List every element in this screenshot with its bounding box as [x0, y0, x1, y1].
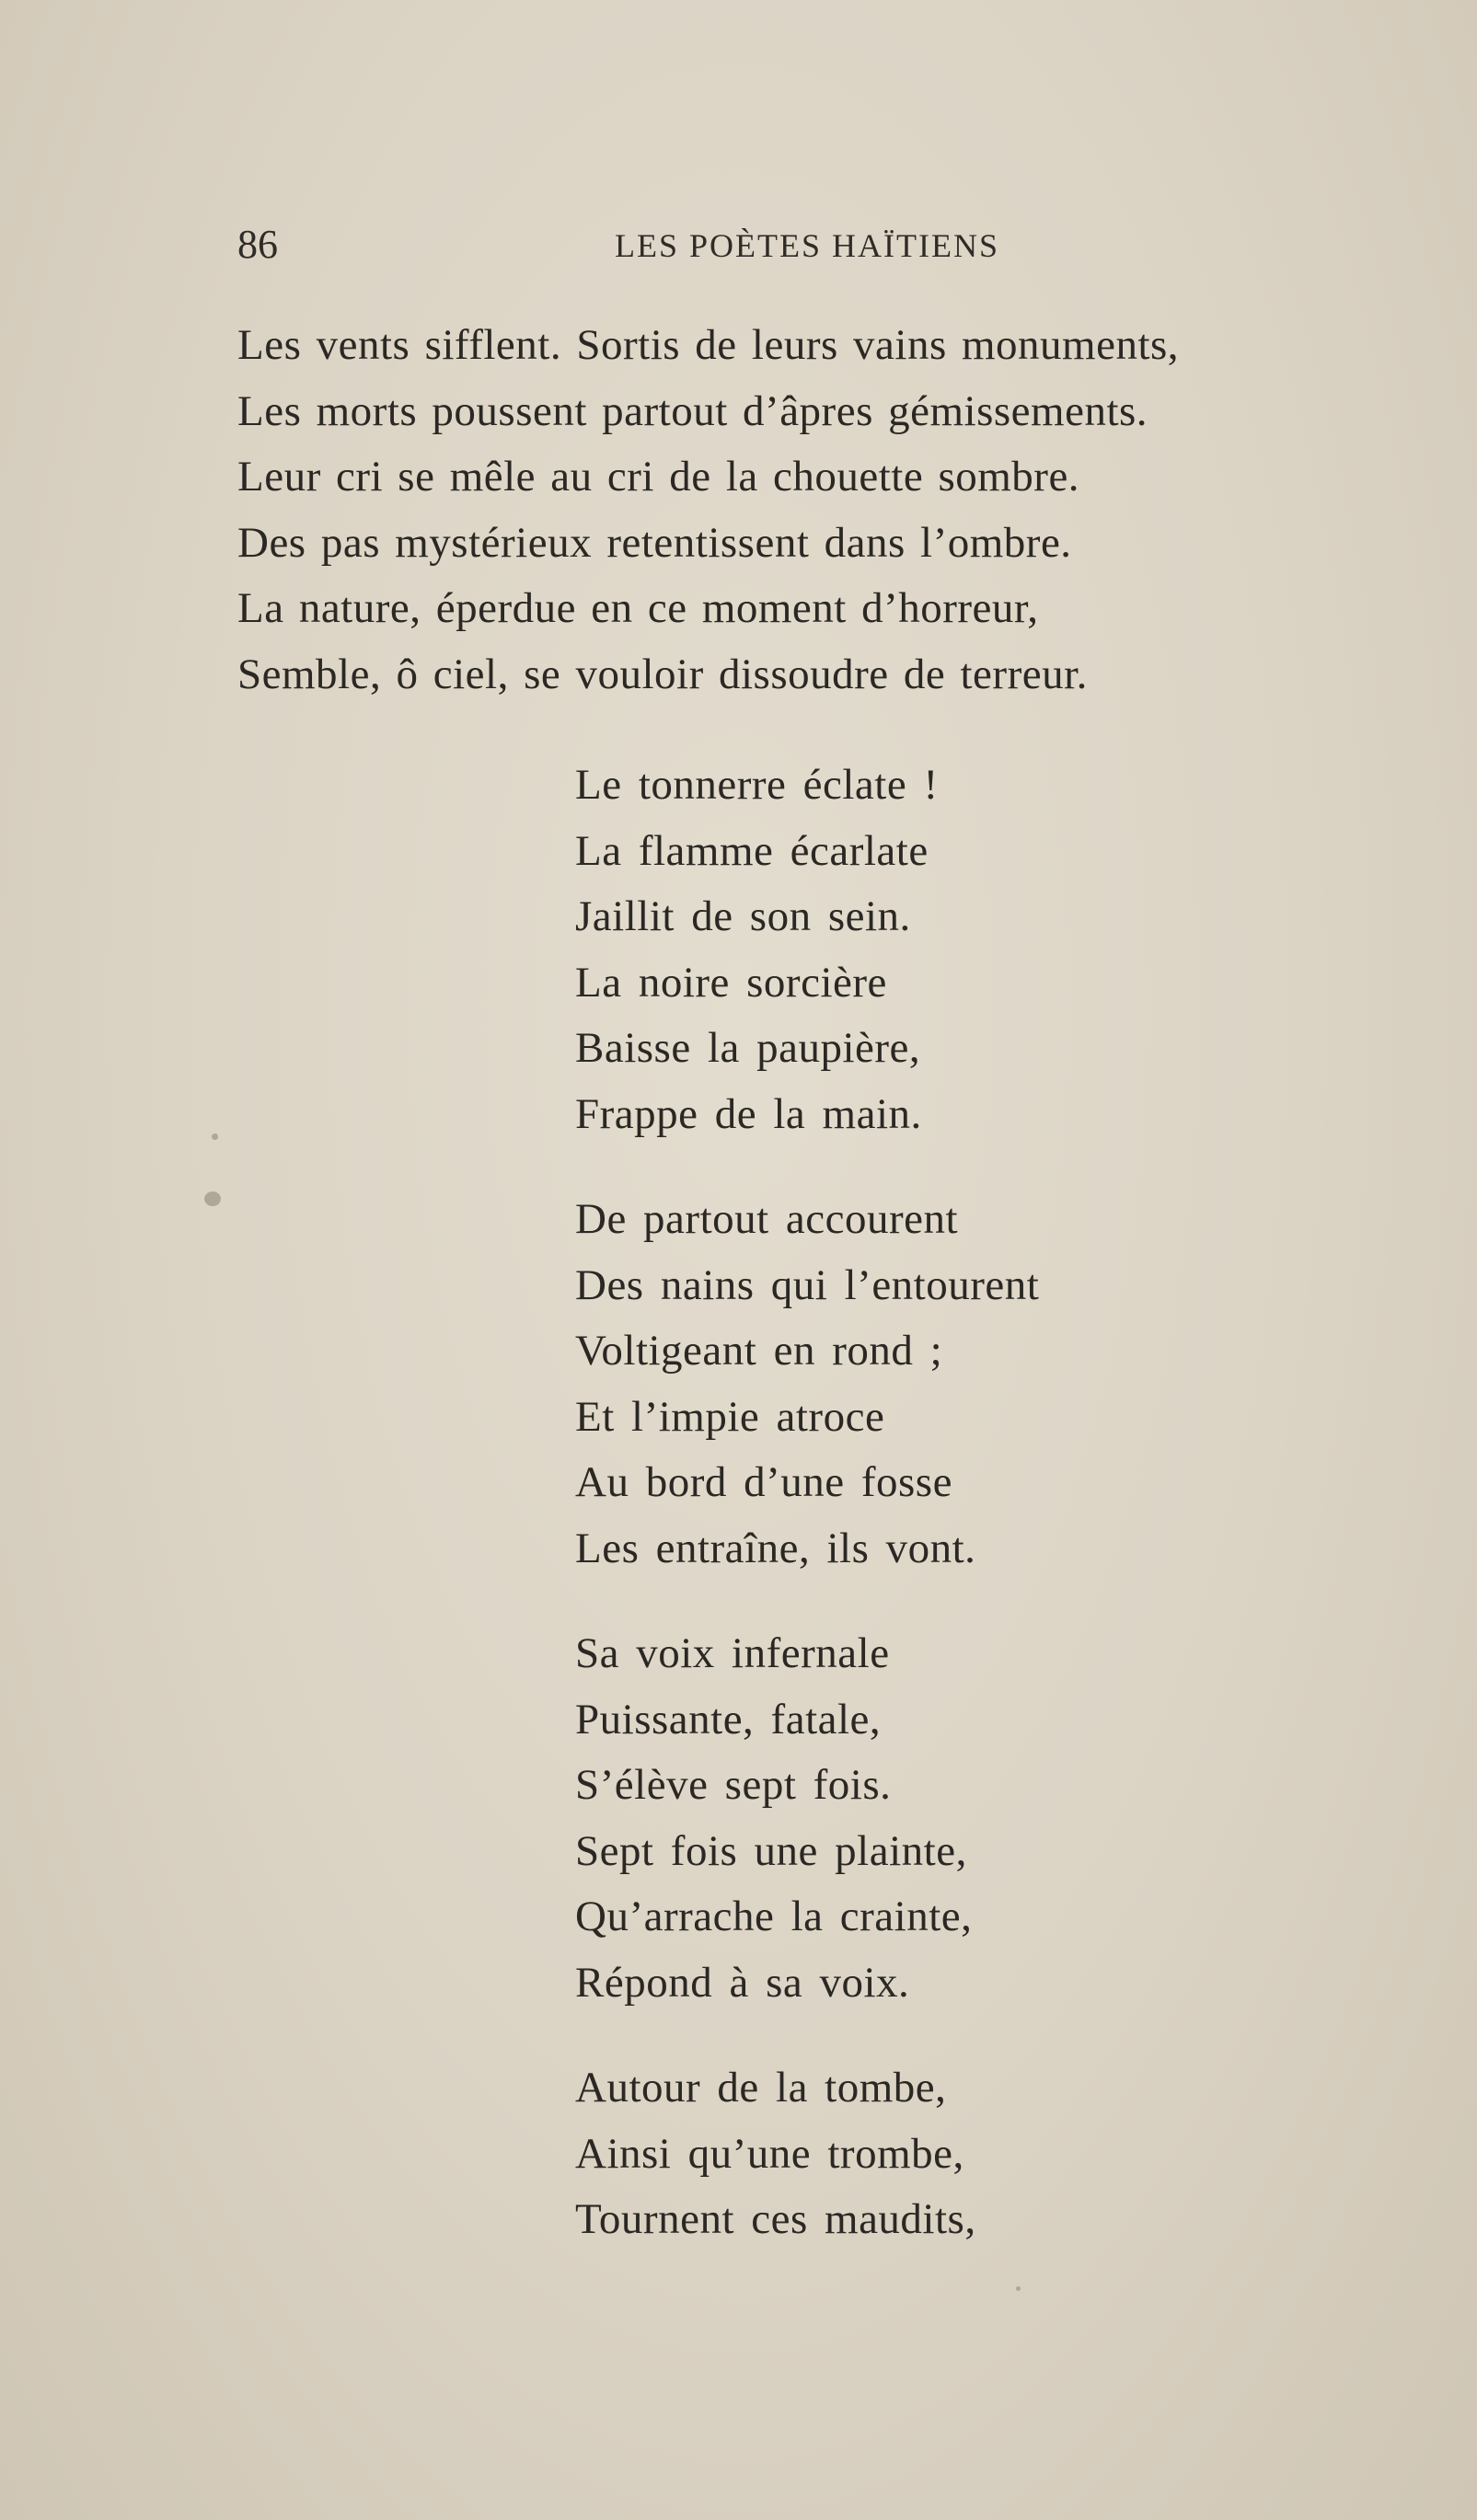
stanza-4 — [575, 1621, 972, 2016]
poem-line: Les entraîne, ils vont. — [575, 1524, 976, 1572]
poem-line: Voltigeant en rond ; — [575, 1327, 943, 1375]
page-number: 86 — [237, 222, 278, 267]
poem-line: La flamme écarlate — [575, 826, 929, 875]
running-title: LES POÈTES HAÏTIENS — [615, 227, 999, 264]
page-header — [237, 221, 1287, 276]
stanza-3 — [575, 1187, 1039, 1582]
poem-line: Frappe de la main. — [575, 1089, 922, 1138]
poem-line: Jaillit de son sein. — [575, 892, 911, 940]
poem-line: Tournent ces maudits, — [575, 2195, 976, 2243]
poem-line: Les vents sifflent. Sortis de leurs vains monuments, — [237, 321, 1180, 369]
poem-line: Et l’impie atroce — [575, 1392, 885, 1441]
poem-line: Au bord d’une fosse — [575, 1458, 952, 1506]
poem-line: Qu’arrache la crainte, — [575, 1893, 973, 1940]
poem-line: Leur cri se mêle au cri de la chouette sombre. — [237, 453, 1080, 501]
poem-line: Ainsi qu’une trombe, — [575, 2129, 964, 2178]
poem-line: Autour de la tombe, — [575, 2064, 947, 2112]
poem-line: La noire sorcière — [575, 958, 887, 1007]
poem-line: Baisse la paupière, — [575, 1024, 921, 1072]
poem-line: Sa voix infernale — [575, 1629, 890, 1677]
poem-line: Semble, ô ciel, se vouloir dissoudre de terreur. — [237, 650, 1088, 698]
poem-line: Les morts poussent partout d’âpres gémissements. — [237, 386, 1148, 435]
poem-line: De partout accourent — [575, 1195, 959, 1243]
stanza-5 — [575, 2055, 976, 2253]
poem-line: S’élève sept fois. — [575, 1761, 892, 1809]
poem-line: Des nains qui l’entourent — [575, 1260, 1040, 1309]
poem-line: Des pas mystérieux retentissent dans l’ombre. — [237, 518, 1072, 567]
poem-line: Le tonnerre éclate ! — [575, 761, 939, 809]
poem-line: Puissante, fatale, — [575, 1695, 882, 1743]
stanza-2 — [575, 753, 939, 1147]
poem-line: Répond à sa voix. — [575, 1958, 910, 2007]
poem-line: La nature, éperdue en ce moment d’horreur, — [237, 584, 1039, 632]
paper-blemish — [212, 1133, 218, 1140]
stanza-alexandrines — [237, 313, 1179, 708]
poem-line: Sept fois une plainte, — [575, 1826, 967, 1875]
paper-blemish — [1016, 2286, 1021, 2291]
paper-blemish — [204, 1191, 221, 1206]
